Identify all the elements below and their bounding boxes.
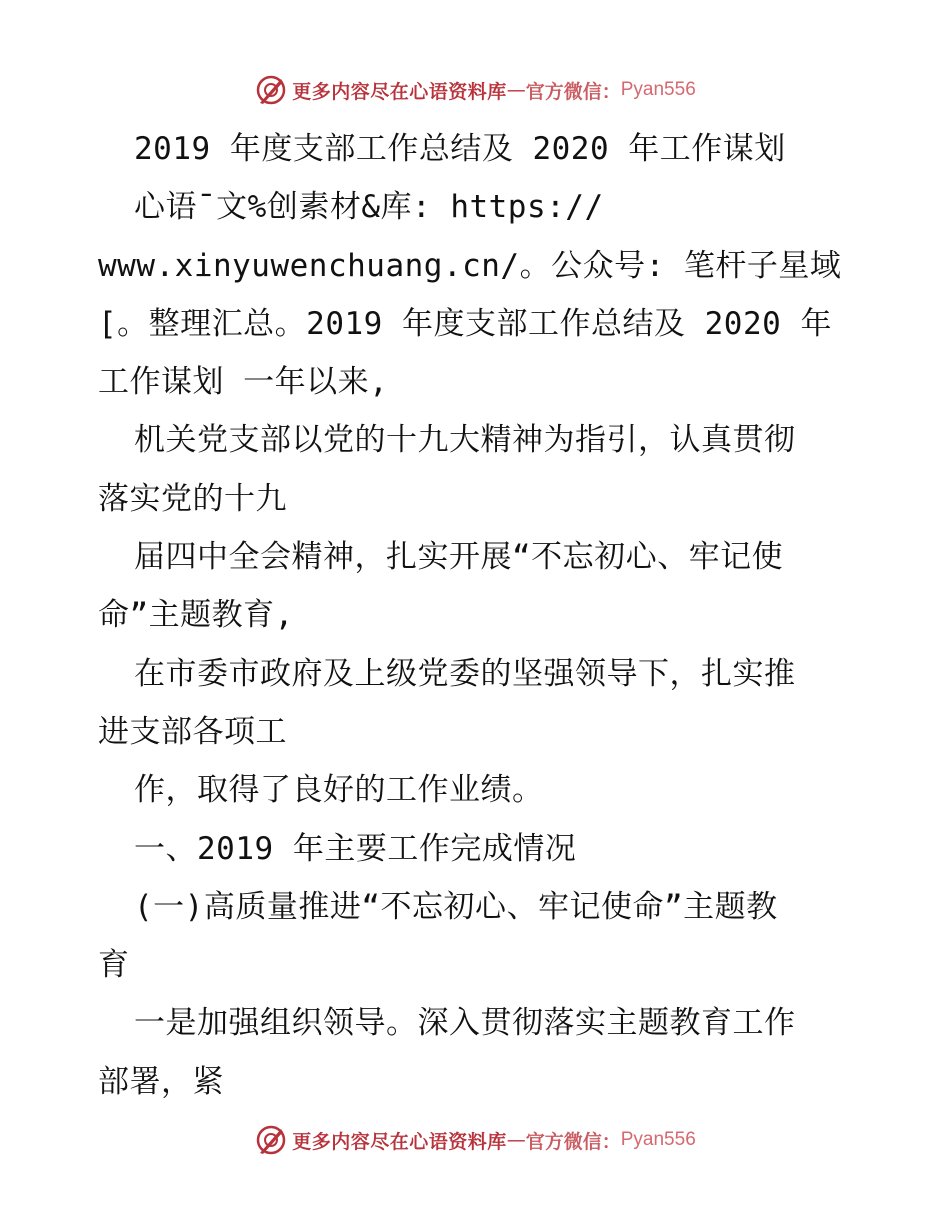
banner-text: 更多内容尽在心语资料库 [292,1130,507,1153]
quill-logo-icon [254,1123,288,1157]
section-heading: 一、2019 年主要工作完成情况 [134,830,577,867]
banner-dash: — [506,1129,526,1151]
text-line: 机关党支部以党的十九大精神为指引，认真贯彻 [134,422,796,459]
banner-dash: — [506,79,526,101]
text-line: 一是加强组织领导。深入贯彻落实主题教育工作 [134,1005,796,1042]
document-body [98,120,858,1111]
text-line: 育 [98,947,130,984]
text-line: 作，取得了良好的工作业绩。 [134,772,544,809]
subsection-heading: (一)高质量推进“不忘初心、牢记使命”主题教 [134,888,778,925]
text-line: 落实党的十九 [98,480,287,517]
text-line: 部署，紧 [98,1063,224,1100]
text-line: 命”主题教育, [98,597,294,634]
footer-banner [0,1120,950,1160]
text-line: 在市委市政府及上级党委的坚强领导下，扎实推 [134,655,796,692]
document-title: 2019 年度支部工作总结及 2020 年工作谋划 [134,131,786,167]
banner-text: 更多内容尽在心语资料库 [292,80,507,103]
text-line: 心语¯文%创素材&库: https:// [134,189,604,226]
quill-logo-icon [254,73,288,107]
banner-subtext: 官方微信： [525,80,621,103]
text-line: 届四中全会精神，扎实开展“不忘初心、牢记使 [134,539,784,576]
text-line: [。整理汇总。2019 年度支部工作总结及 2020 年 [98,305,832,342]
text-line: www.xinyuwenchuang.cn/。公众号: 笔杆子星域 [98,247,842,284]
banner-wechat-id: Pyan556 [620,79,696,100]
header-banner [0,70,950,110]
banner-subtext: 官方微信： [525,1130,621,1153]
text-line: 进支部各项工 [98,713,287,750]
banner-wechat-id: Pyan556 [620,1129,696,1150]
text-line: 工作谋划 一年以来, [98,364,389,401]
